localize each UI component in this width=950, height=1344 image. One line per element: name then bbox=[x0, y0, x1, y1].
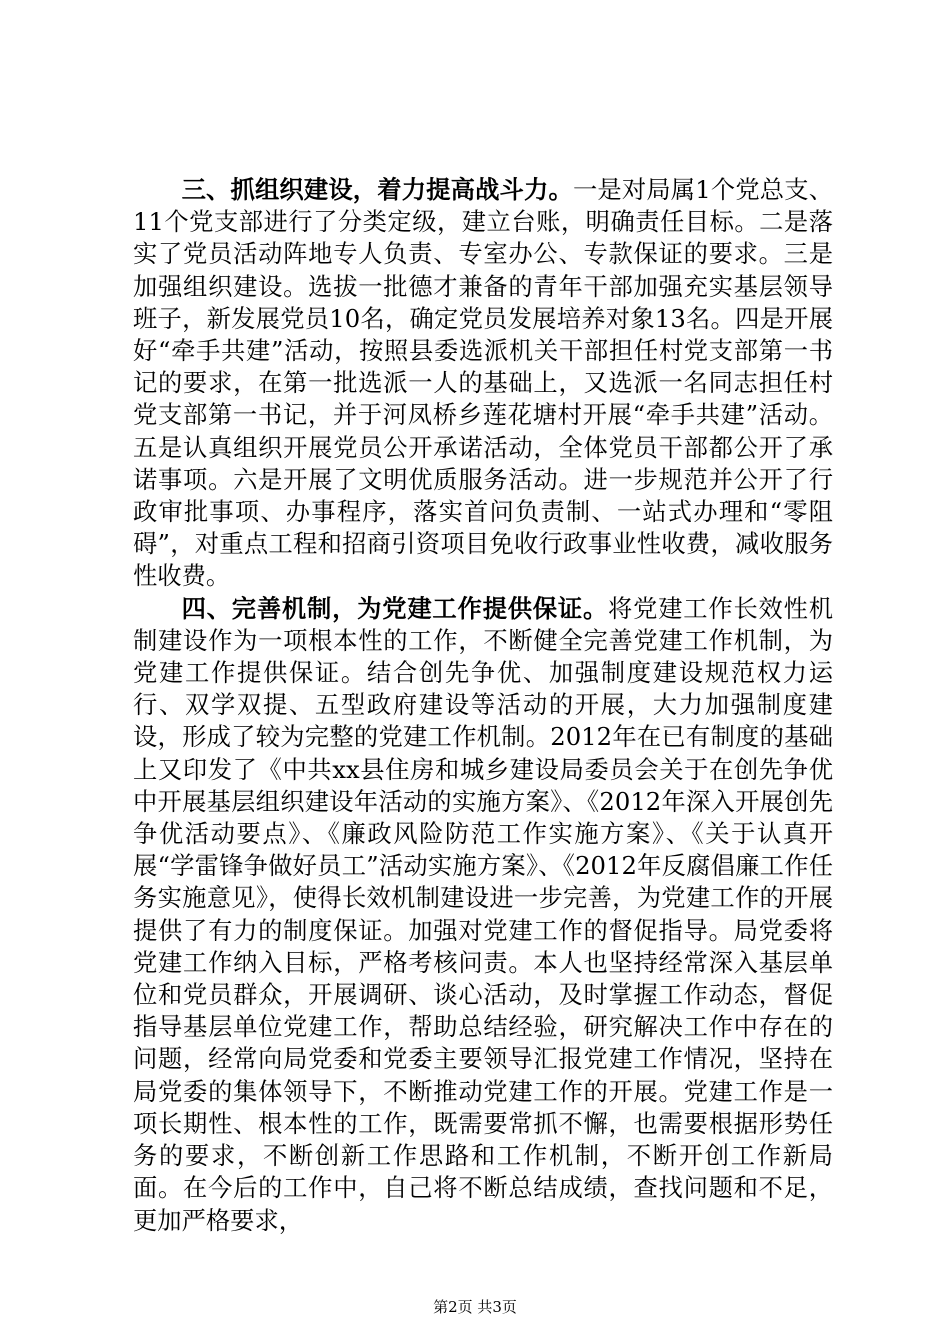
page-footer bbox=[0, 1297, 950, 1317]
document-body bbox=[133, 174, 833, 1237]
paragraph-mechanism-improvement bbox=[133, 593, 833, 1237]
page-number-label: 第2页 共3页 bbox=[433, 1298, 517, 1316]
paragraph-text: 将党建工作长效性机制建设作为一项根本性的工作，不断健全完善党建工作机制，为党建工作提供保证。结合创先争优、加强制度建设规范权力运行、双学双提、五型政府建设等活动的开展，大力加强制度建设，形成了较为完整的党建工作机制。2012年在已有制度的基础上又印发了《中共xx县住房和城乡建设局委员会关于在创先争优中开展基层组织建设年活动的实施方案》、《2012年深入开展创先争优活动要点》、《廉政风险防范工作实施方案》、《关于认真开展“学雷锋争做好员工”活动实施方案》、《2012年反腐倡廉工作任务实施意见》，使得长效机制建设进一步完善，为党建工作的开展提供了有力的制度保证。加强对党建工作的督促指导。局党委将党建工作纳入目标，严格考核问责。本人也坚持经常深入基层单位和党员群众，开展调研、谈心活动，及时掌握工作动态，督促指导基层单位党建工作，帮助总结经验，研究解决工作中存在的问题，经常向局党委和党委主要领导汇报党建工作情况，坚持在局党委的集体领导下，不断推动党建工作的开展。党建工作是一项长期性、根本性的工作，既需要常抓不懈，也需要根据形势任务的要求，不断创新工作思路和工作机制，不断开创工作新局面。在今后的工作中，自己将不断总结成绩，查找问题和不足，更加严格要求， bbox=[133, 593, 834, 1235]
paragraph-text: 一是对局属1个党总支、11个党支部进行了分类定级，建立台账，明确责任目标。二是落实了党员活动阵地专人负责、专室办公、专款保证的要求。三是加强组织建设。选拔一批德才兼备的青年干部加强充实基层领导班子，新发展党员10名，确定党员发展培养对象13名。四是开展好“牵手共建”活动，按照县委选派机关干部担任村党支部第一书记的要求，在第一批选派一人的基础上，又选派一名同志担任村党支部第一书记，并于河凤桥乡莲花塘村开展“牵手共建”活动。五是认真组织开展党员公开承诺活动，全体党员干部都公开了承诺事项。六是开展了文明优质服务活动。进一步规范并公开了行政审批事项、办事程序，落实首问负责制、一站式办理和“零阻碍”，对重点工程和招商引资项目免收行政事业性收费，减收服务性收费。 bbox=[133, 175, 834, 591]
paragraph-heading: 四、完善机制，为党建工作提供保证。 bbox=[181, 593, 609, 623]
paragraph-organization-building bbox=[133, 174, 833, 593]
paragraph-heading: 三、抓组织建设，着力提高战斗力。 bbox=[181, 175, 573, 204]
